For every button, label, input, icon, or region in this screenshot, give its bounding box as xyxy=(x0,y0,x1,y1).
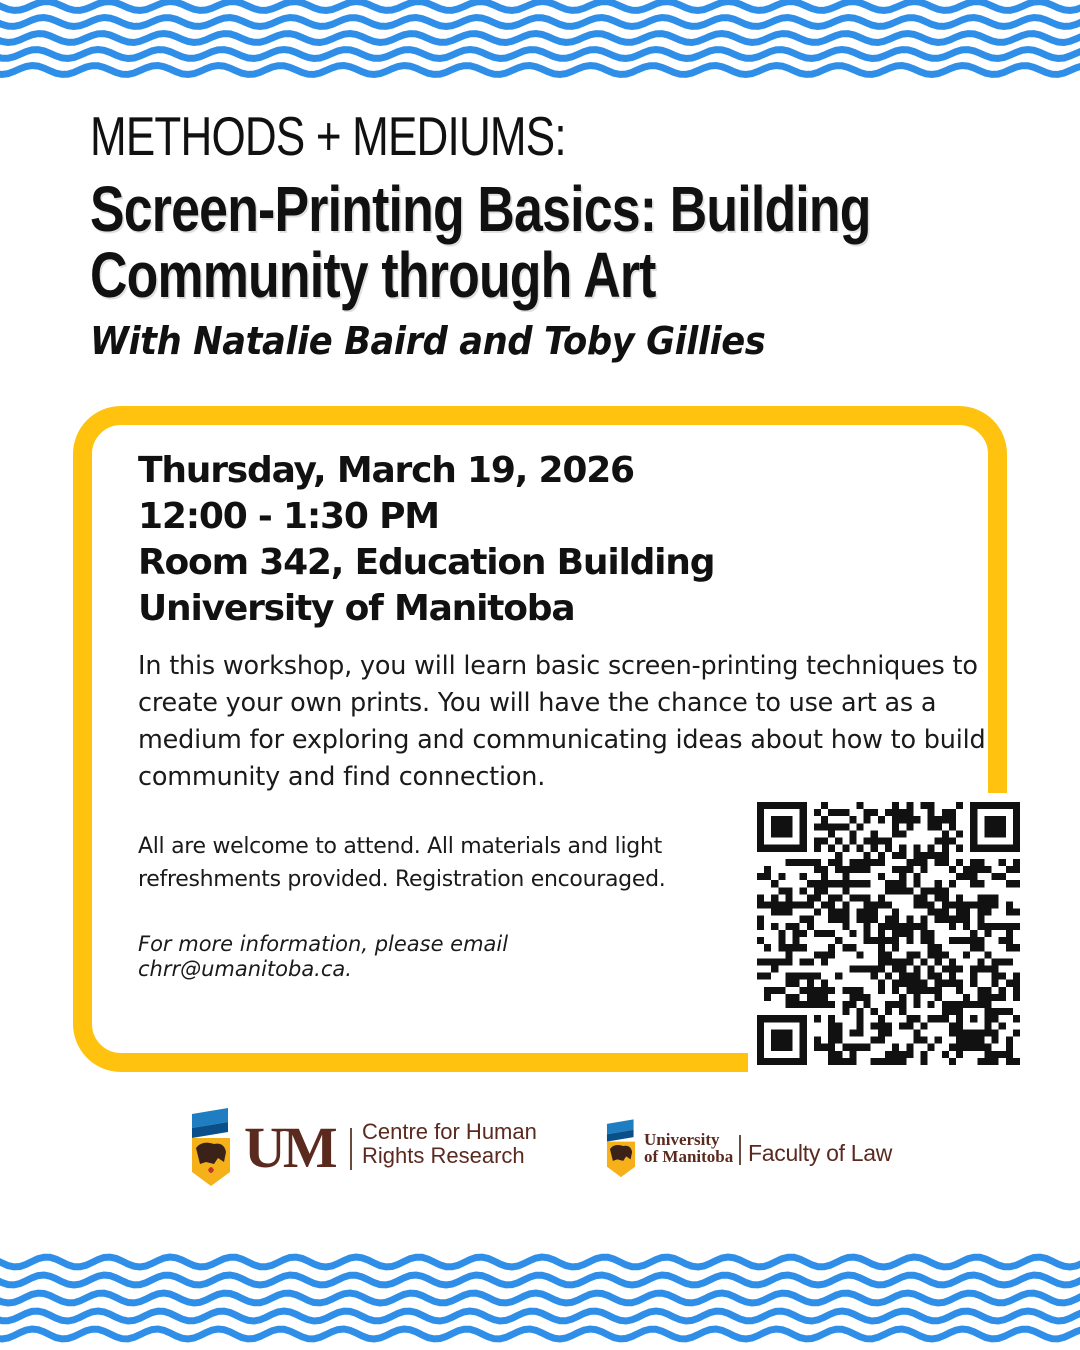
event-details xyxy=(138,448,714,632)
event-title: Screen-Printing Basics: Building Community through Art xyxy=(90,173,871,311)
top-wave-border xyxy=(0,0,1080,80)
faculty-name: Faculty of Law xyxy=(748,1140,893,1166)
um-law-logo xyxy=(600,1115,900,1197)
workshop-description: In this workshop, you will learn basic screen-printing techniques to create your own prints. You will have the chance to use art as a medium for exploring and communicating ideas about how to build community and find connection. xyxy=(138,651,986,792)
presenters-subtitle: With Natalie Baird and Toby Gillies xyxy=(90,319,766,363)
welcome-note: All are welcome to attend. All materials and light refreshments provided. Registration encouraged. xyxy=(138,834,666,892)
event-date: Thursday, March 19, 2026 xyxy=(138,450,634,491)
centre-name: Centre for Human Rights Research xyxy=(362,1119,537,1168)
um-crest-icon xyxy=(188,1108,234,1188)
event-time: 12:00 - 1:30 PM xyxy=(138,496,439,537)
university-wordmark: University of Manitoba xyxy=(644,1130,734,1166)
event-institution: University of Manitoba xyxy=(138,588,575,629)
um-wordmark: UM xyxy=(244,1115,335,1180)
contact-note: For more information, please email chrr@umanitoba.ca. xyxy=(138,932,509,981)
series-kicker: METHODS + MEDIUMS: xyxy=(90,105,566,167)
event-room: Room 342, Education Building xyxy=(138,542,715,583)
qr-code[interactable] xyxy=(757,802,1020,1065)
um-crest-icon xyxy=(604,1119,638,1179)
um-chrr-logo xyxy=(186,1108,546,1190)
bottom-wave-border xyxy=(0,1248,1080,1350)
